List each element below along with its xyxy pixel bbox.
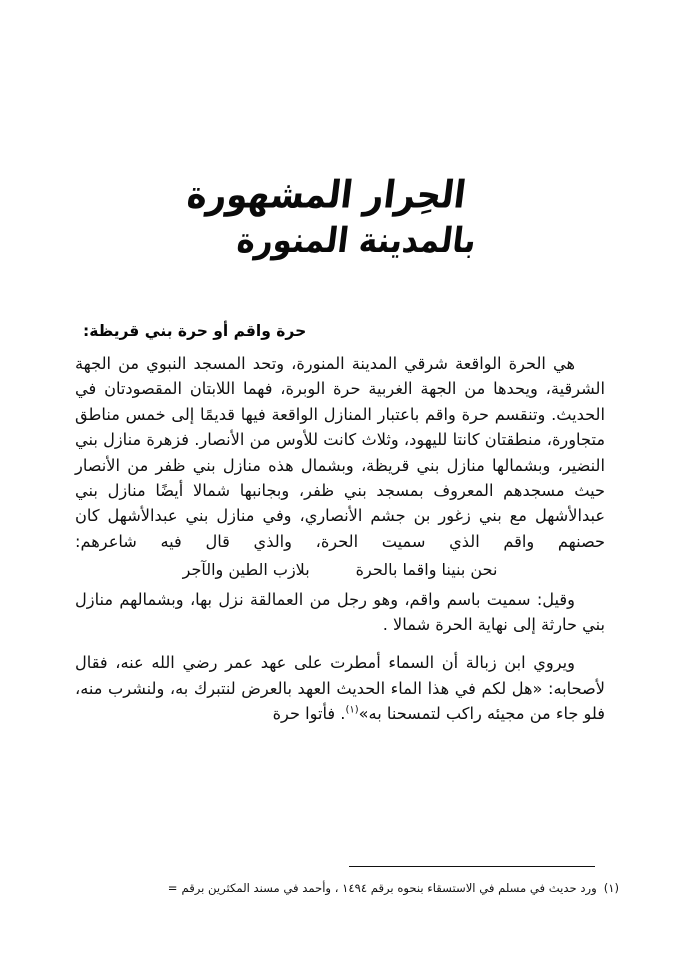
page-heading	[0, 172, 679, 262]
footnote-area	[54, 880, 619, 897]
poetry-verse	[75, 557, 605, 582]
footnote-text: ورد حديث في مسلم في الاستسقاء بنحوه برقم ١٤٩٤ ، وأحمد في مسند المكثرين برقم	[181, 881, 597, 895]
section-subheading: حرة واقم أو حرة بني قريظة:	[83, 322, 307, 340]
body-paragraph-1: هي الحرة الواقعة شرقي المدينة المنورة، وتحد المسجد النبوي من الجهة الشرقية، ويحدها من الجهة الغربية حرة الوبرة، فهما اللابتان المقصودتان في الحديث. وتنقسم حرة واقم باعتبار المنازل الواقعة فيها قديمًا إلى خمس مناطق متجاورة، منطقتان كانتا لليهود، وثلاث كانت للأوس من الأنصار. فزهرة منازل بني النضير، وبشمالها منازل بني قريظة، وبشمال هذه منازل بني ظفر من الأنصار حيث مسجدهم المعروف بمسجد بني ظفر، وبجانبها شمالا أيضًا منازل بني عبدالأشهل مع بني زغور بن جشم الأنصاري، وفي منازل بني عبدالأشهل كان حصنهم واقم الذي سميت الحرة، والذي قال فيه شاعرهم:	[75, 354, 605, 551]
heading-line-1: الحِرار المشهورة	[184, 172, 469, 218]
verse-hemistich-left: بلازب الطين والآجر	[182, 560, 310, 580]
heading-line-2: بالمدينة المنورة	[234, 220, 479, 262]
body-paragraph-3-tail: . فأتوا حرة	[272, 704, 346, 724]
footnote-number: (١)	[603, 881, 619, 895]
body-content	[75, 322, 605, 729]
verse-hemistich-right: نحن بنينا واقما بالحرة	[355, 560, 498, 580]
body-paragraph-3	[75, 650, 605, 726]
body-paragraph-2: وقيل: سميت باسم واقم، وهو رجل من العمالقة نزل بها، وبشمالهم منازل بني حارثة إلى نهاية الحرة شمالا .	[75, 589, 605, 635]
footnote-reference-marker[interactable]: (١)	[345, 704, 359, 716]
footnote-separator-rule	[349, 866, 595, 867]
body-paragraph-3-text: ويروي ابن زبالة أن السماء أمطرت على عهد عمر رضي الله عنه، فقال لأصحابه: «هل لكم في هذا الماء الحديث العهد بالعرض لنتبرك به، ولنشرب منه، فلو جاء من مجيئه راكب لتمسحنا به»	[75, 653, 605, 724]
footnote-continuation-mark: =	[167, 881, 178, 895]
